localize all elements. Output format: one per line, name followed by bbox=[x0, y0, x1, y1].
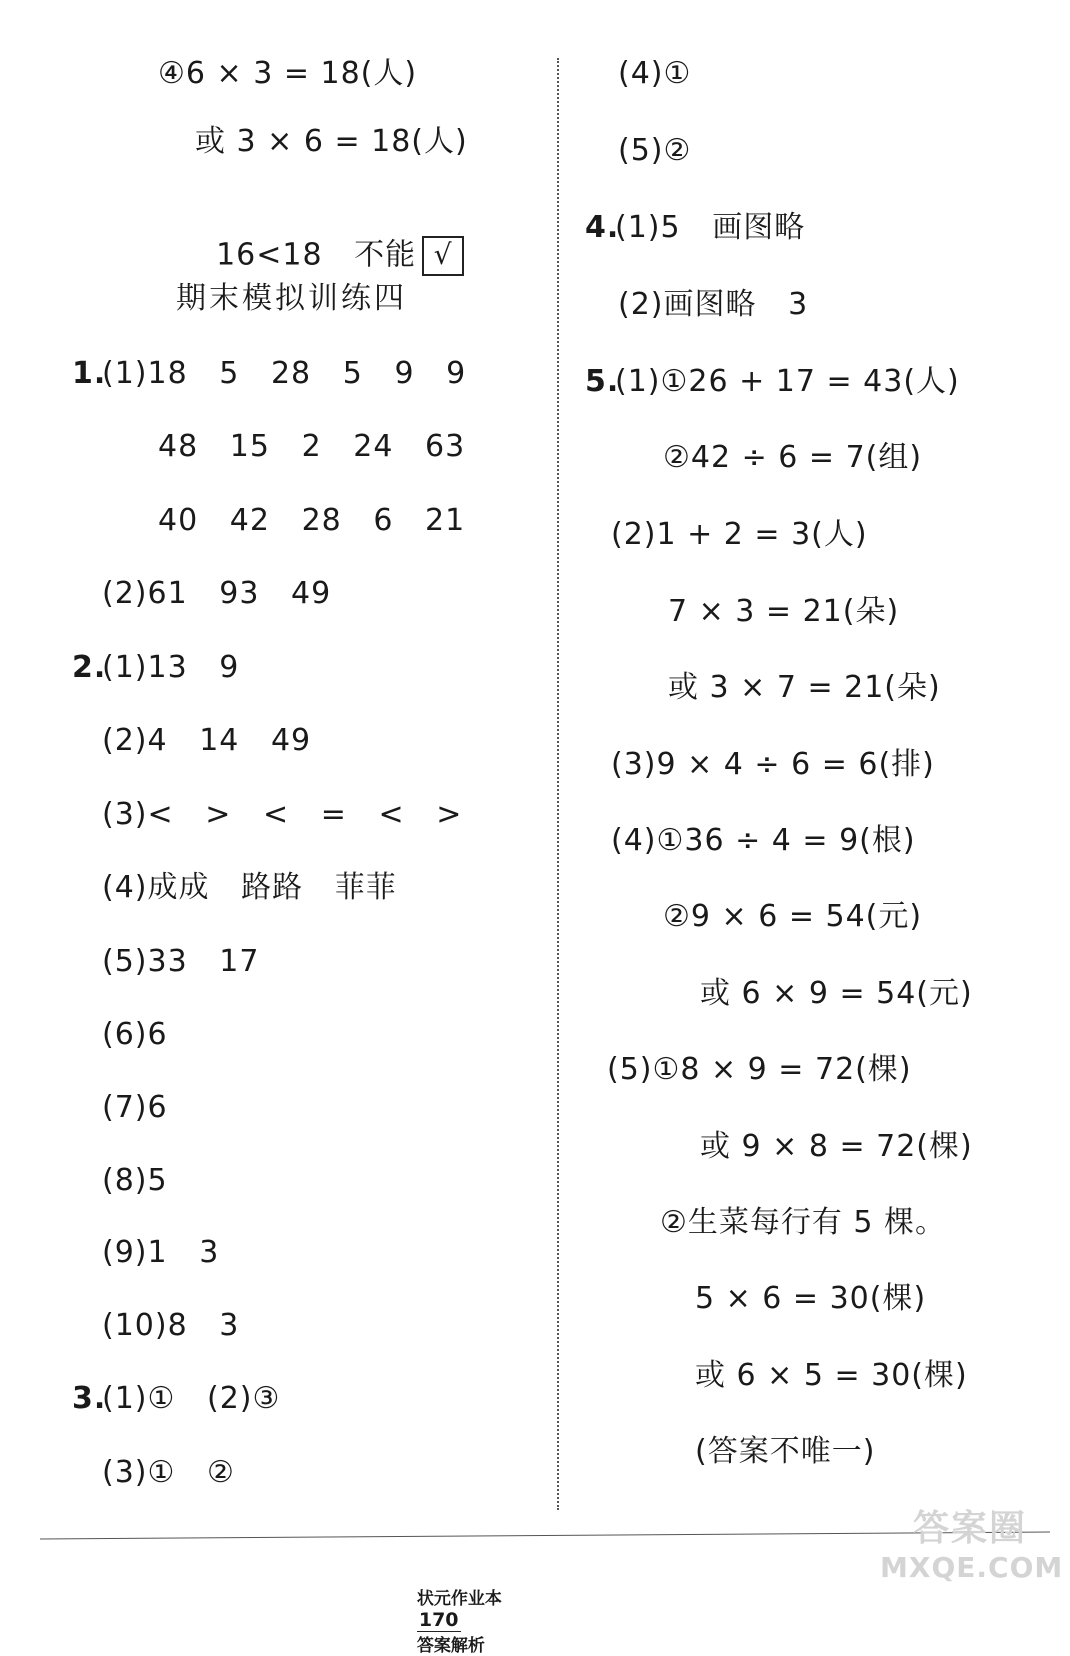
question-number: 4. bbox=[585, 210, 620, 245]
answer-line: 或 6 × 5 = 30(棵) bbox=[695, 1358, 968, 1393]
column-divider bbox=[557, 58, 559, 1510]
answer-line: 48 15 2 24 63 bbox=[158, 429, 466, 464]
answer-line: (7)6 bbox=[102, 1090, 168, 1125]
answer-line: (2)1 + 2 = 3(人) bbox=[611, 517, 868, 552]
answer-line: (4)① bbox=[618, 56, 692, 91]
answer-line: (5)①8 × 9 = 72(棵) bbox=[607, 1052, 912, 1087]
answer-line: 5 × 6 = 30(棵) bbox=[695, 1281, 927, 1316]
answer-line: (4)①36 ÷ 4 = 9(根) bbox=[611, 823, 916, 858]
section-title: 期末模拟训练四 bbox=[176, 281, 407, 316]
answer-line: 40 42 28 6 21 bbox=[158, 503, 466, 538]
answer-line: (3)① ② bbox=[102, 1455, 235, 1490]
answer-line: (1)①26 + 17 = 43(人) bbox=[615, 364, 960, 399]
page-number: 170 bbox=[418, 1609, 459, 1631]
answer-line bbox=[195, 200, 464, 276]
answer-line: (10)8 3 bbox=[102, 1308, 240, 1343]
answer-line: ②9 × 6 = 54(元) bbox=[663, 899, 923, 934]
watermark-url: MXQE.COM bbox=[880, 1551, 1064, 1584]
answer-line: 或 3 × 7 = 21(朵) bbox=[668, 670, 941, 705]
answer-line: (3)< > < = < > bbox=[102, 797, 463, 832]
check-box: √ bbox=[422, 236, 464, 276]
answer-line: 7 × 3 = 21(朵) bbox=[668, 594, 900, 629]
answer-line: (5)33 17 bbox=[102, 944, 260, 979]
comparison-text: 16<18 不能 bbox=[216, 237, 417, 273]
question-number: 2. bbox=[72, 650, 107, 685]
answer-line: (9)1 3 bbox=[102, 1235, 220, 1270]
answer-line: ②42 ÷ 6 = 7(组) bbox=[663, 440, 923, 475]
answer-line: (2)61 93 49 bbox=[102, 576, 332, 611]
watermark-title: 答案圈 bbox=[912, 1508, 1027, 1549]
answer-line: (1)5 画图略 bbox=[615, 210, 806, 245]
answer-line: (1)18 5 28 5 9 9 bbox=[102, 356, 467, 391]
question-number: 5. bbox=[585, 364, 620, 399]
answer-line: (2)4 14 49 bbox=[102, 723, 312, 758]
answer-line: (8)5 bbox=[102, 1163, 168, 1198]
question-number: 1. bbox=[72, 356, 107, 391]
answer-line: (3)9 × 4 ÷ 6 = 6(排) bbox=[611, 747, 935, 782]
footer-section-title: 答案解析 bbox=[416, 1636, 485, 1656]
answer-line: ④6 × 3 = 18(人) bbox=[158, 56, 418, 91]
watermark-logo bbox=[880, 1500, 1064, 1595]
answer-line: 或 6 × 9 = 54(元) bbox=[700, 976, 973, 1011]
footer-book-title: 状元作业本 bbox=[416, 1589, 502, 1609]
answer-line: (答案不唯一) bbox=[695, 1434, 876, 1469]
page-footer bbox=[405, 1564, 502, 1656]
answer-line: 或 9 × 8 = 72(棵) bbox=[700, 1129, 973, 1164]
answer-line: (6)6 bbox=[102, 1017, 168, 1052]
answer-line: ②生菜每行有 5 棵。 bbox=[660, 1205, 947, 1240]
answer-line: (5)② bbox=[618, 133, 692, 168]
question-number: 3. bbox=[72, 1381, 107, 1416]
answer-line: (1)13 9 bbox=[102, 650, 240, 685]
answer-line: (4)成成 路路 菲菲 bbox=[102, 870, 397, 905]
answer-line: (1)① (2)③ bbox=[102, 1381, 281, 1416]
answer-line: 或 3 × 6 = 18(人) bbox=[195, 124, 468, 159]
answer-line: (2)画图略 3 bbox=[618, 287, 809, 322]
